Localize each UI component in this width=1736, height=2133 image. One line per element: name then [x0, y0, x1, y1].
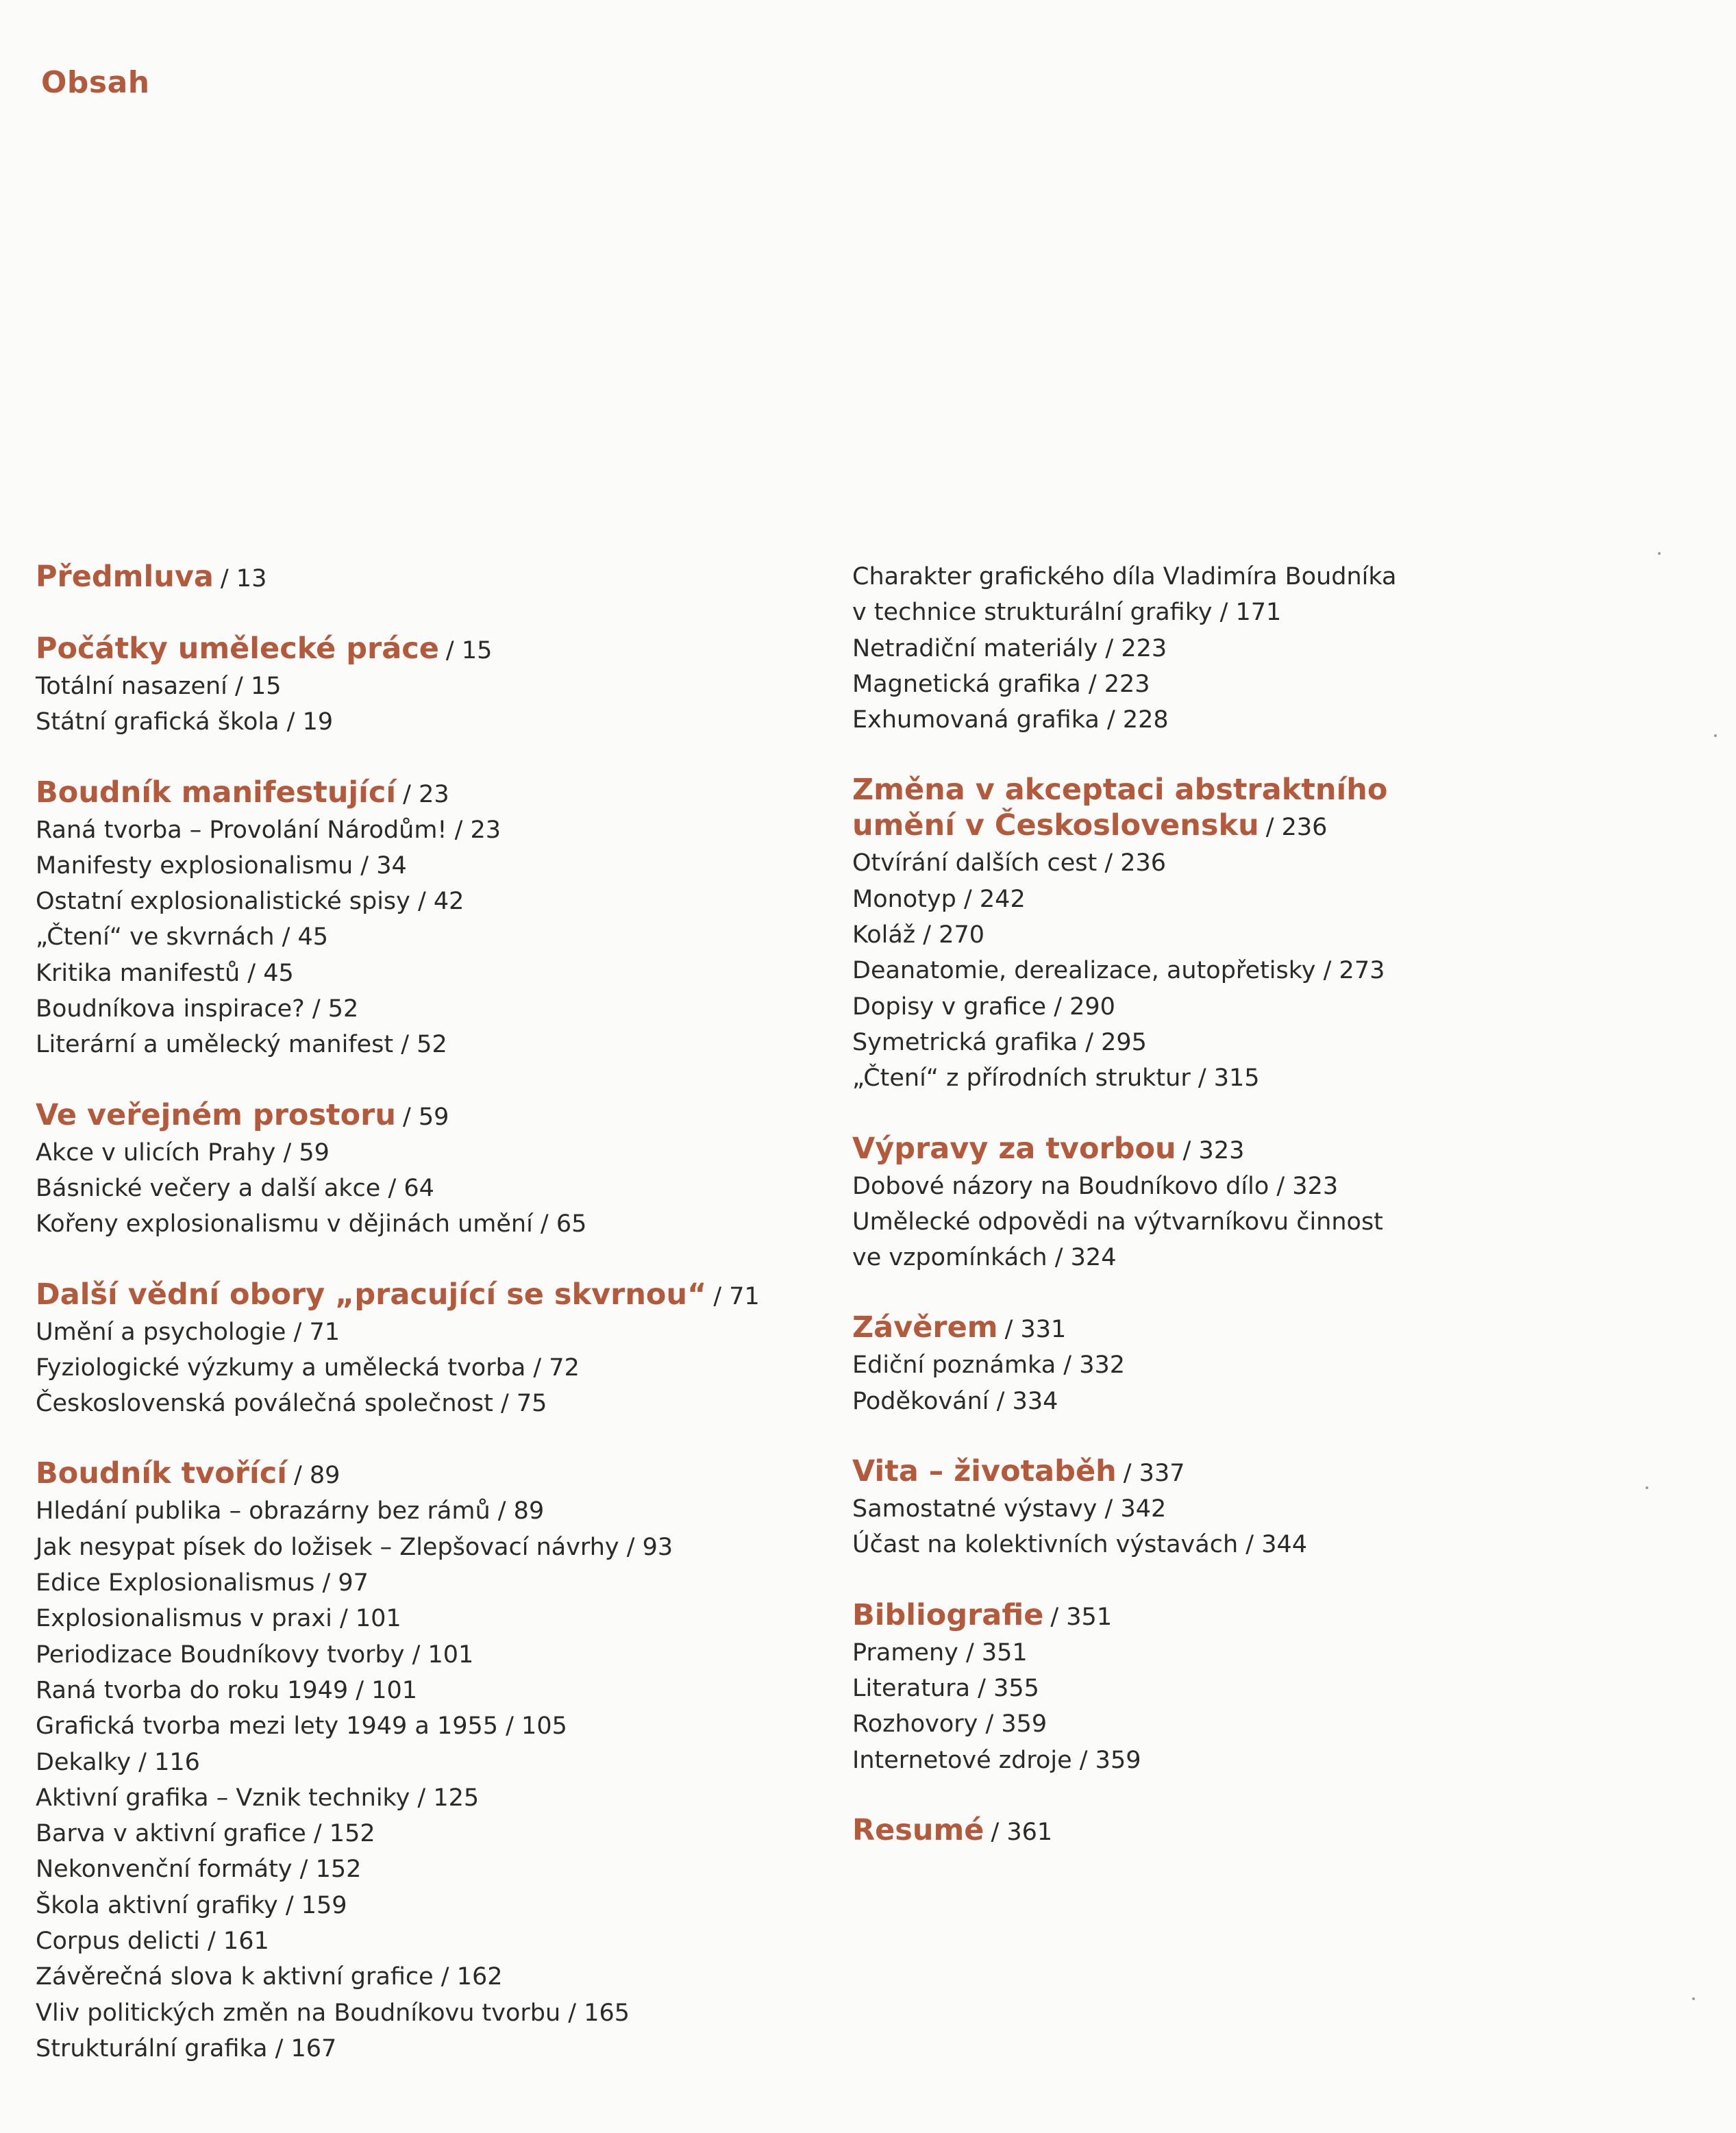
toc-entry[interactable]: Ostatní explosionalistické spisy / 42: [36, 888, 464, 916]
section-title[interactable]: Závěrem / 331: [852, 1310, 1067, 1345]
toc-entry[interactable]: Magnetická grafika / 223: [852, 670, 1150, 698]
toc-entry[interactable]: Dekalky / 116: [36, 1748, 200, 1776]
toc-entry[interactable]: Ediční poznámka / 332: [852, 1351, 1126, 1380]
toc-entry[interactable]: Deanatomie, derealizace, autopřetisky / 273: [852, 957, 1385, 985]
toc-entry[interactable]: Nekonvenční formáty / 152: [36, 1856, 362, 1884]
toc-section: [36, 631, 823, 740]
toc-entry[interactable]: Netradiční materiály / 223: [852, 634, 1167, 662]
section-page: 59: [418, 1103, 449, 1131]
toc-entry[interactable]: ve vzpomínkách / 324: [852, 1244, 1117, 1272]
print-speck: [1692, 1997, 1695, 2000]
toc-section: [36, 1277, 823, 1422]
toc-section: [36, 559, 823, 597]
toc-entry[interactable]: Prameny / 351: [852, 1638, 1028, 1667]
toc-entry[interactable]: Koláž / 270: [852, 921, 985, 949]
toc-entry[interactable]: Exhumovaná grafika / 228: [852, 706, 1169, 734]
toc-continuation: [852, 559, 1709, 738]
toc-section: [852, 1597, 1709, 1778]
section-page: 71: [729, 1282, 760, 1310]
toc-entry[interactable]: Aktivní grafika – Vznik techniky / 125: [36, 1784, 480, 1812]
toc-entry[interactable]: Poděkování / 334: [852, 1387, 1058, 1415]
toc-entry[interactable]: Jak nesypat písek do ložisek – Zlepšovací návrhy / 93: [36, 1533, 673, 1561]
toc-entry[interactable]: Internetové zdroje / 359: [852, 1746, 1141, 1774]
toc-entry[interactable]: Otvírání dalších cest / 236: [852, 849, 1167, 877]
print-speck: [1646, 1486, 1648, 1489]
section-page: 89: [309, 1462, 340, 1490]
toc-section: [852, 772, 1709, 1096]
toc-section: [36, 775, 823, 1063]
section-title[interactable]: Boudník manifestující / 23: [36, 775, 449, 810]
toc-entry[interactable]: Monotyp / 242: [852, 885, 1026, 913]
toc-section: [36, 1456, 823, 2067]
toc-entry[interactable]: Dobové názory na Boudníkovo dílo / 323: [852, 1172, 1339, 1200]
toc-entry[interactable]: Vliv politických změn na Boudníkovu tvorbu / 165: [36, 1999, 630, 2027]
toc-entry[interactable]: Samostatné výstavy / 342: [852, 1495, 1167, 1523]
toc-entry[interactable]: Umění a psychologie / 71: [36, 1318, 340, 1346]
section-title[interactable]: Výpravy za tvorbou / 323: [852, 1131, 1245, 1166]
section-page: 236: [1281, 814, 1328, 842]
toc-entry[interactable]: Kořeny explosionalismu v dějinách umění / 65: [36, 1210, 587, 1238]
toc-entry[interactable]: Grafická tvorba mezi lety 1949 a 1955 / 105: [36, 1712, 567, 1741]
toc-entry[interactable]: Raná tvorba – Provolání Národům! / 23: [36, 816, 501, 844]
toc-entry[interactable]: Literatura / 355: [852, 1674, 1039, 1702]
toc-entry[interactable]: Barva v aktivní grafice / 152: [36, 1820, 375, 1848]
toc-entry[interactable]: Explosionalismus v praxi / 101: [36, 1605, 401, 1633]
toc-entry[interactable]: Účast na kolektivních výstavách / 344: [852, 1531, 1307, 1559]
toc-entry[interactable]: Symetrická grafika / 295: [852, 1028, 1147, 1056]
toc-entry[interactable]: „Čtení“ ve skvrnách / 45: [36, 923, 329, 951]
toc-entry[interactable]: Umělecké odpovědi na výtvarníkovu činnost: [852, 1208, 1383, 1236]
toc-entry[interactable]: „Čtení“ z přírodních struktur / 315: [852, 1064, 1260, 1093]
toc-entry[interactable]: Totální nasazení / 15: [36, 673, 282, 700]
toc-entry[interactable]: Státní grafická škola / 19: [36, 708, 334, 736]
toc-entry[interactable]: Edice Explosionalismus / 97: [36, 1569, 369, 1597]
section-page: 23: [419, 780, 449, 808]
section-page: 361: [1006, 1818, 1053, 1846]
section-title[interactable]: Změna v akceptaci abstraktního: [852, 773, 1388, 808]
toc-entry[interactable]: Dopisy v grafice / 290: [852, 993, 1115, 1021]
toc-entry[interactable]: Hledání publika – obrazárny bez rámů / 89: [36, 1497, 545, 1525]
toc-entry[interactable]: Fyziologické výzkumy a umělecká tvorba / 72: [36, 1354, 580, 1382]
toc-entry[interactable]: Periodizace Boudníkovy tvorby / 101: [36, 1641, 474, 1669]
section-title[interactable]: umění v Československu / 236: [852, 808, 1328, 843]
toc-entry[interactable]: Škola aktivní grafiky / 159: [36, 1891, 347, 1919]
section-title[interactable]: Resumé / 361: [852, 1812, 1053, 1847]
toc-section: [852, 1812, 1709, 1850]
toc-left-column: [36, 559, 823, 2101]
toc-entry[interactable]: Literární a umělecký manifest / 52: [36, 1031, 447, 1059]
toc-entry[interactable]: Básnické večery a další akce / 64: [36, 1174, 434, 1202]
section-title[interactable]: Vita – životaběh / 337: [852, 1454, 1185, 1489]
section-title[interactable]: Počátky umělecké práce / 15: [36, 632, 493, 666]
toc-entry[interactable]: v technice strukturální grafiky / 171: [852, 599, 1282, 627]
section-page: 15: [461, 637, 493, 664]
section-title[interactable]: Předmluva / 13: [36, 560, 267, 594]
section-title[interactable]: Ve veřejném prostoru / 59: [36, 1097, 449, 1132]
toc-section: [852, 1131, 1709, 1276]
section-page: 13: [236, 565, 267, 592]
toc-entry[interactable]: Akce v ulicích Prahy / 59: [36, 1138, 330, 1167]
toc-entry[interactable]: Raná tvorba do roku 1949 / 101: [36, 1676, 417, 1704]
toc-entry[interactable]: Kritika manifestů / 45: [36, 959, 294, 987]
toc-entry[interactable]: Závěrečná slova k aktivní grafice / 162: [36, 1963, 503, 1991]
section-title[interactable]: Boudník tvořící / 89: [36, 1456, 340, 1491]
toc-entry[interactable]: Boudníkova inspirace? / 52: [36, 995, 359, 1023]
toc-entry[interactable]: Rozhovory / 359: [852, 1710, 1047, 1738]
toc-entry[interactable]: Československá poválečná společnost / 75: [36, 1390, 547, 1418]
section-page: 351: [1066, 1603, 1113, 1631]
toc-section: [36, 1097, 823, 1243]
toc-entry[interactable]: Manifesty explosionalismu / 34: [36, 851, 407, 880]
toc-entry[interactable]: Strukturální grafika / 167: [36, 2034, 337, 2062]
page-title: Obsah: [41, 65, 150, 101]
toc-entry[interactable]: Charakter grafického díla Vladimíra Boudníka: [852, 563, 1397, 590]
toc-right-column: [852, 559, 1709, 1884]
print-speck: [1658, 552, 1661, 555]
toc-entry[interactable]: Corpus delicti / 161: [36, 1928, 269, 1956]
section-page: 331: [1020, 1316, 1067, 1344]
toc-section: [852, 1454, 1709, 1563]
section-page: 337: [1139, 1460, 1185, 1488]
section-title[interactable]: Další vědní obory „pracující se skvrnou“ / 71: [36, 1277, 760, 1312]
toc-section: [852, 1310, 1709, 1419]
section-title[interactable]: Bibliografie / 351: [852, 1597, 1113, 1632]
section-page: 323: [1198, 1136, 1245, 1164]
print-speck: [1714, 734, 1717, 737]
